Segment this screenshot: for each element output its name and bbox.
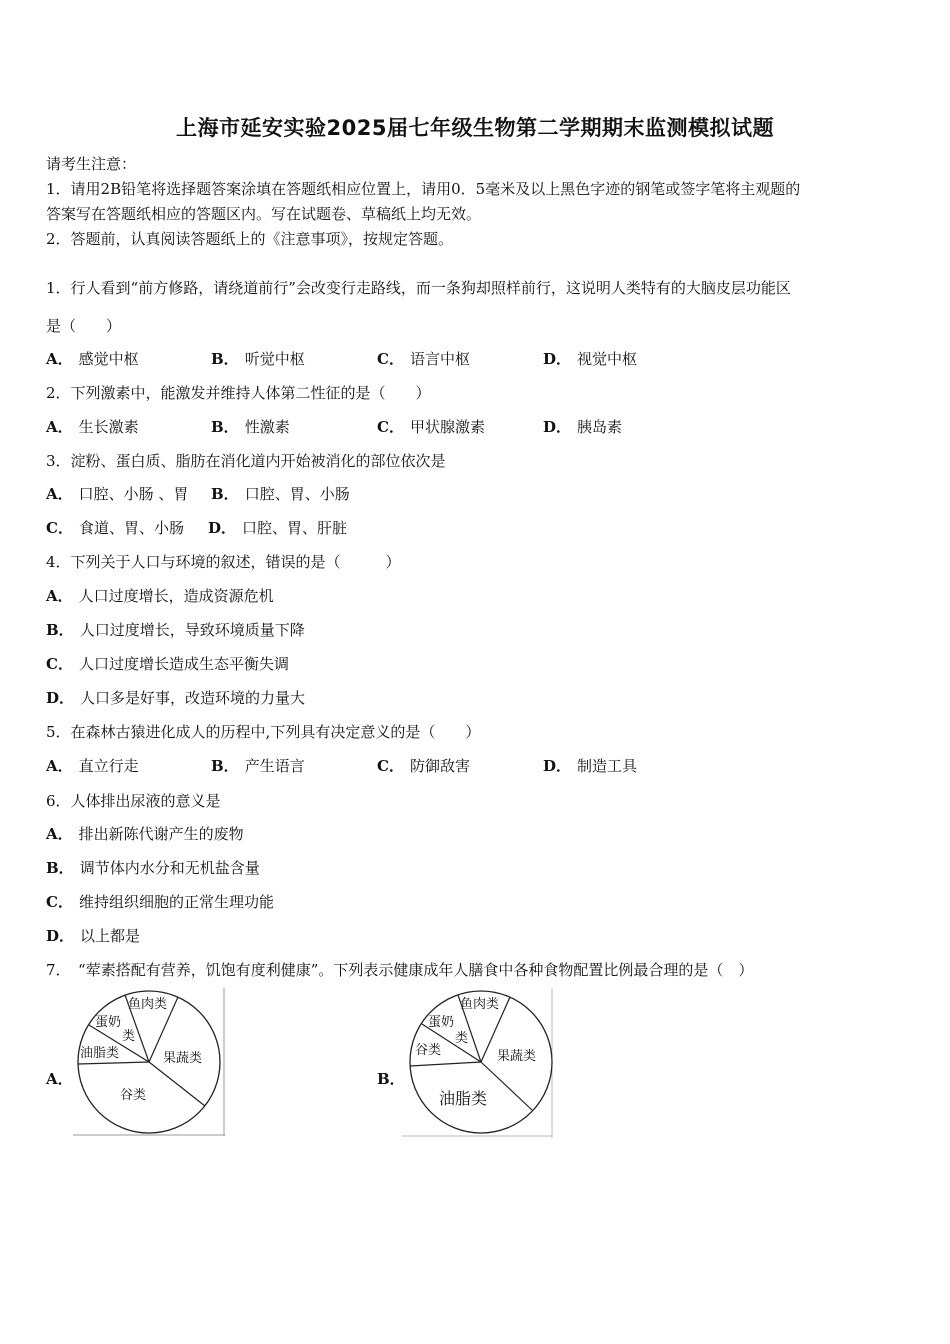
q7-option-b-letter: B． <box>377 1070 405 1088</box>
pie-b-label-fruit: 果蔬类 <box>497 1049 537 1064</box>
question-1-text: 1．行人看到“前方修路，请绕道前行”会改变行走路线，而一条狗却照样前行，这说明人类特有的大脑皮层功能区 <box>46 279 791 297</box>
q1-option-c: C． 语言中枢 <box>377 350 470 368</box>
question-6-text: 6．人体排出尿液的意义是 <box>46 792 221 810</box>
notice-line-2: 答案写在答题纸相应的答题区内。写在试题卷、草稿纸上均无效。 <box>46 205 482 223</box>
pie-b-divider <box>410 1062 481 1066</box>
q4-option-b: B． 人口过度增长，导致环境质量下降 <box>46 621 305 639</box>
question-1-text-cont: 是（ ） <box>46 317 122 335</box>
question-4-text: 4．下列关于人口与环境的叙述，错误的是（ ） <box>46 553 401 571</box>
q3-option-d: D． 口腔、胃、肝脏 <box>208 519 348 537</box>
question-3-text: 3．淀粉、蛋白质、脂肪在消化道内开始被消化的部位依次是 <box>46 452 446 470</box>
q4-option-c: C． 人口过度增长造成生态平衡失调 <box>46 655 289 673</box>
q6-option-a: A． 排出新陈代谢产生的废物 <box>46 825 244 843</box>
q5-option-b: B． 产生语言 <box>211 757 305 775</box>
q2-option-d: D． 胰岛素 <box>543 418 623 436</box>
q2-option-a: A． 生长激素 <box>46 418 139 436</box>
q5-option-c: C． 防御敌害 <box>377 757 470 775</box>
q5-option-d: D． 制造工具 <box>543 757 638 775</box>
pie-a-label-grain: 谷类 <box>120 1088 147 1103</box>
q6-option-d: D． 以上都是 <box>46 927 141 945</box>
q6-option-b: B． 调节体内水分和无机盐含量 <box>46 859 260 877</box>
pie-a-label-meat: 鱼肉类 <box>128 997 168 1012</box>
q7-option-a-letter: A． <box>46 1070 73 1088</box>
question-5-text: 5．在森林古猿进化成人的历程中,下列具有决定意义的是（ ） <box>46 723 481 741</box>
pie-a-label-oil: 油脂类 <box>80 1046 120 1061</box>
q1-option-d: D． 视觉中枢 <box>543 350 638 368</box>
q5-option-a: A． 直立行走 <box>46 757 139 775</box>
q3-option-c: C． 食道、胃、小肠 <box>46 519 184 537</box>
q1-option-a: A． 感觉中枢 <box>46 350 139 368</box>
q7-option-a-pie-diagram <box>73 988 225 1136</box>
q1-option-b: B． 听觉中枢 <box>211 350 305 368</box>
question-7-text: 7． “荤素搭配有营养，饥饱有度利健康”。下列表示健康成年人膳食中各种食物配置比例最合理的是（ ） <box>46 961 754 979</box>
pie-b-label-meat: 鱼肉类 <box>460 997 500 1012</box>
q3-option-b: B． 口腔、胃、小肠 <box>211 485 350 503</box>
pie-b-label-egg: 蛋奶 <box>428 1015 455 1030</box>
notice-line-3: 2．答题前，认真阅读答题纸上的《注意事项》，按规定答题。 <box>46 230 454 248</box>
page-title: 上海市延安实验2025届七年级生物第二学期期末监测模拟试题 <box>176 116 774 140</box>
pie-a-divider <box>149 1062 205 1106</box>
q2-option-c: C． 甲状腺激素 <box>377 418 485 436</box>
q4-option-d: D． 人口多是好事，改造环境的力量大 <box>46 689 306 707</box>
pie-a-divider <box>78 1062 149 1064</box>
q6-option-c: C． 维持组织细胞的正常生理功能 <box>46 893 274 911</box>
pie-a-label-egg: 蛋奶 <box>95 1015 122 1030</box>
q7-option-b-pie-diagram <box>402 988 554 1138</box>
pie-a-label-egg-suffix: 类 <box>122 1029 136 1044</box>
notice-heading: 请考生注意： <box>46 155 137 173</box>
q4-option-a: A． 人口过度增长，造成资源危机 <box>46 587 274 605</box>
q2-option-b: B． 性激素 <box>211 418 290 436</box>
pie-b-label-grain: 谷类 <box>415 1043 442 1058</box>
pie-b-divider <box>481 1062 532 1110</box>
question-2-text: 2．下列激素中，能激发并维持人体第二性征的是（ ） <box>46 384 431 402</box>
pie-b-label-egg-suffix: 类 <box>455 1031 469 1046</box>
pie-a-label-fruit: 果蔬类 <box>163 1051 203 1066</box>
notice-line-1: 1．请用2B铅笔将选择题答案涂填在答题纸相应位置上，请用0．5毫米及以上黑色字迹的钢笔或签字笔将主观题的 <box>46 180 801 198</box>
pie-b-label-oil: 油脂类 <box>439 1089 488 1108</box>
q3-option-a: A． 口腔、小肠 、胃 <box>46 485 189 503</box>
